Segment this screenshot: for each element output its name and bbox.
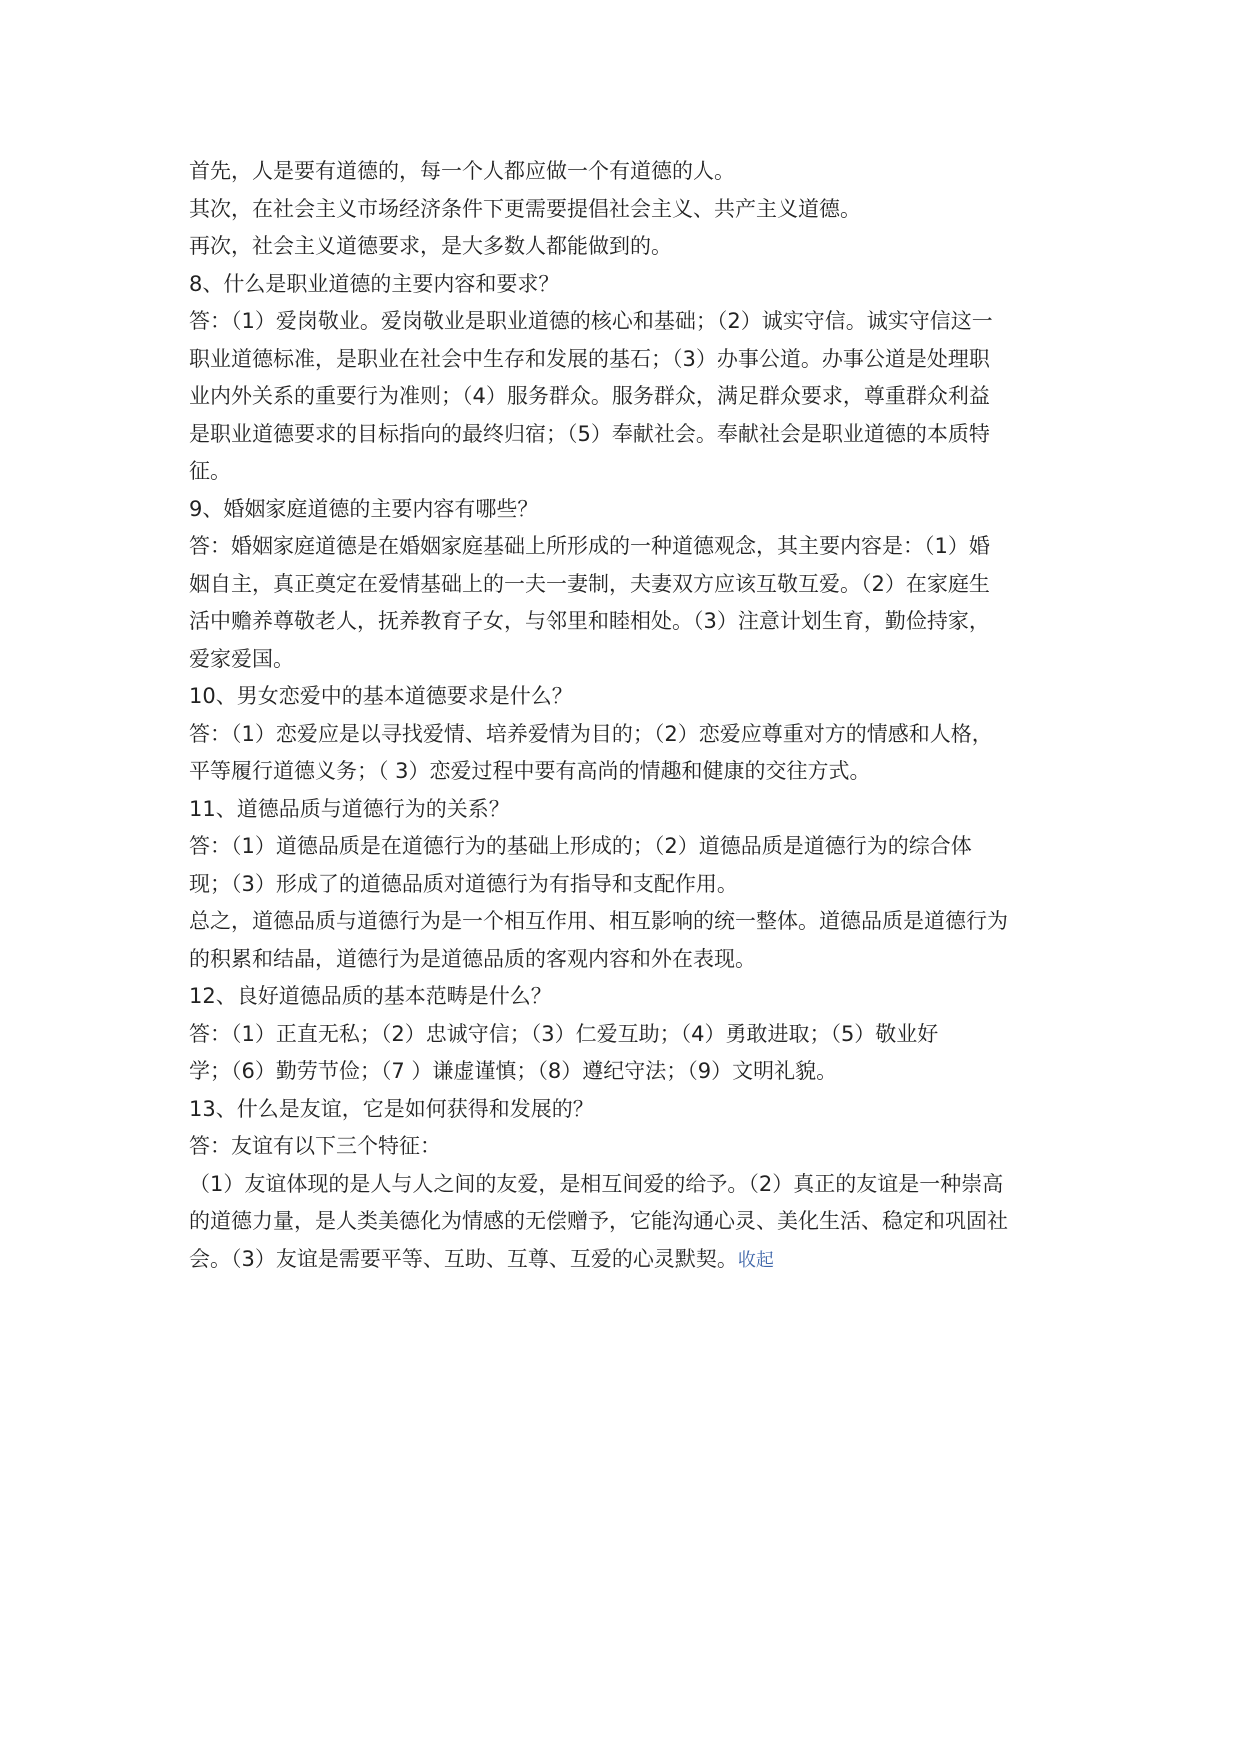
text-line: 答：（1）爱岗敬业。爱岗敬业是职业道德的核心和基础；（2）诚实守信。诚实守信这一 bbox=[189, 309, 993, 333]
last-text-line bbox=[189, 1241, 1049, 1279]
collapse-link[interactable]: 收起 bbox=[737, 1249, 774, 1271]
text-line: 总之，道德品质与道德行为是一个相互作用、相互影响的统一整体。道德品质是道德行为 bbox=[189, 909, 1008, 933]
text-line: 学；（6）勤劳节俭；（7 ）谦虚谨慎；（8）遵纪守法；（9）文明礼貌。 bbox=[189, 1059, 838, 1083]
text-line: 的积累和结晶，道德行为是道德品质的客观内容和外在表现。 bbox=[189, 946, 756, 971]
text-line: 答：（1）正直无私；（2）忠诚守信；（3）仁爱互助；（4）勇敢进取；（5）敬业好 bbox=[189, 1021, 939, 1046]
text-line: 的道德力量，是人类美德化为情感的无偿赠予，它能沟通心灵、美化生活、稳定和巩固社 bbox=[189, 1209, 1008, 1233]
text-line: 爱家爱国。 bbox=[189, 646, 294, 671]
text-line: 业内外关系的重要行为准则；（4）服务群众。服务群众，满足群众要求，尊重群众利益 bbox=[189, 384, 990, 408]
text-line: 答：友谊有以下三个特征： bbox=[189, 1134, 441, 1158]
question-heading: 9、婚姻家庭道德的主要内容有哪些？ bbox=[189, 496, 539, 521]
question-heading: 12、良好道德品质的基本范畴是什么？ bbox=[189, 984, 552, 1008]
question-heading: 8、什么是职业道德的主要内容和要求？ bbox=[189, 271, 560, 296]
text-line: 答：（1）道德品质是在道德行为的基础上形成的；（2）道德品质是道德行为的综合体 bbox=[189, 834, 972, 858]
question-heading: 13、什么是友谊，它是如何获得和发展的？ bbox=[189, 1096, 594, 1121]
document-body bbox=[189, 153, 1049, 1278]
question-heading: 11、道德品质与道德行为的关系？ bbox=[189, 796, 510, 821]
text-line: 征。 bbox=[189, 459, 231, 483]
text-line: 活中赡养尊敬老人，抚养教育子女，与邻里和睦相处。（3）注意计划生育，勤俭持家， bbox=[189, 609, 990, 633]
text-line: 答：婚姻家庭道德是在婚姻家庭基础上所形成的一种道德观念，其主要内容是：（1）婚 bbox=[189, 534, 990, 558]
text-line: 姻自主，真正奠定在爱情基础上的一夫一妻制，夫妻双方应该互敬互爱。（2）在家庭生 bbox=[189, 571, 990, 596]
text-line: 现；（3）形成了的道德品质对道德行为有指导和支配作用。 bbox=[189, 871, 738, 896]
text-line: （1）友谊体现的是人与人之间的友爱，是相互间爱的给予。（2）真正的友谊是一种崇高 bbox=[189, 1171, 1004, 1196]
text-line: 答：（1）恋爱应是以寻找爱情、培养爱情为目的；（2）恋爱应尊重对方的情感和人格， bbox=[189, 721, 993, 746]
text-line: 再次，社会主义道德要求，是大多数人都能做到的。 bbox=[189, 234, 672, 258]
text-line: 是职业道德要求的目标指向的最终归宿；（5）奉献社会。奉献社会是职业道德的本质特 bbox=[189, 421, 990, 446]
text-line: 平等履行道德义务；（ 3）恋爱过程中要有高尚的情趣和健康的交往方式。 bbox=[189, 759, 871, 783]
text-line: 其次，在社会主义市场经济条件下更需要提倡社会主义、共产主义道德。 bbox=[189, 196, 861, 221]
text-line-content: 会。（3）友谊是需要平等、互助、互尊、互爱的心灵默契。 bbox=[189, 1246, 738, 1271]
text-line: 首先，人是要有道德的，每一个人都应做一个有道德的人。 bbox=[189, 159, 735, 183]
question-heading: 10、男女恋爱中的基本道德要求是什么？ bbox=[189, 684, 573, 708]
text-line: 职业道德标准，是职业在社会中生存和发展的基石；（3）办事公道。办事公道是处理职 bbox=[189, 346, 990, 371]
